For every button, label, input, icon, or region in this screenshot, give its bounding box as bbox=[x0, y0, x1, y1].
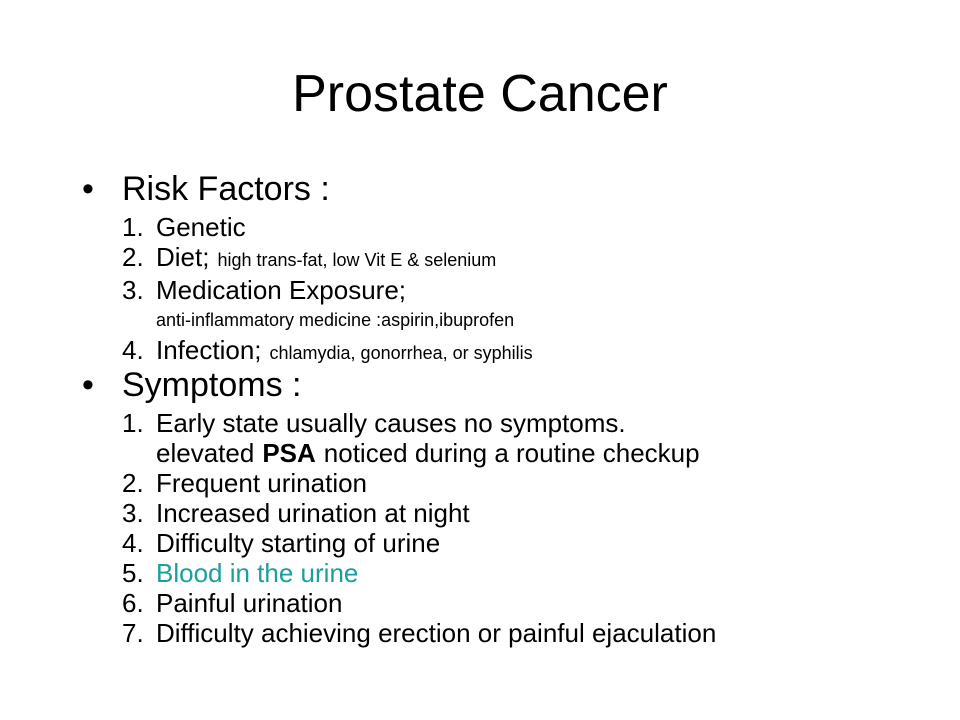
symptoms-heading-row bbox=[82, 362, 942, 408]
item-detail: high trans-fat, low Vit E & selenium bbox=[217, 250, 497, 270]
item-number: 4. bbox=[122, 528, 144, 558]
item-text-prefix: elevated bbox=[156, 438, 255, 468]
list-item-detail-line bbox=[122, 305, 942, 335]
item-number: 3. bbox=[122, 275, 144, 305]
risk-factors-section bbox=[82, 166, 942, 368]
symptoms-heading: Symptoms : bbox=[122, 366, 302, 404]
psa-term: PSA bbox=[262, 438, 316, 468]
item-number: 4. bbox=[122, 335, 144, 365]
list-item bbox=[122, 242, 942, 275]
bullet-icon: • bbox=[82, 366, 94, 404]
list-item bbox=[122, 498, 942, 528]
list-item bbox=[122, 275, 942, 305]
symptoms-section bbox=[82, 362, 942, 648]
item-text-suffix: noticed during a routine checkup bbox=[323, 438, 700, 468]
item-number: 1. bbox=[122, 212, 144, 242]
item-number: 5. bbox=[122, 558, 144, 588]
list-item bbox=[122, 528, 942, 558]
item-detail: anti-inflammatory medicine :aspirin,ibuprofen bbox=[156, 310, 515, 330]
list-item bbox=[122, 618, 942, 648]
risk-factors-heading: Risk Factors : bbox=[122, 170, 330, 208]
list-item bbox=[122, 558, 942, 588]
item-text: Painful urination bbox=[156, 588, 343, 618]
item-number: 3. bbox=[122, 498, 144, 528]
bullet-icon: • bbox=[82, 170, 94, 208]
item-text: Medication Exposure; bbox=[156, 275, 407, 305]
item-detail: chlamydia, gonorrhea, or syphilis bbox=[269, 343, 533, 363]
item-text: Early state usually causes no symptoms. bbox=[156, 408, 626, 438]
list-item bbox=[122, 408, 942, 438]
item-text: Difficulty achieving erection or painful ejaculation bbox=[156, 618, 717, 648]
item-text: Increased urination at night bbox=[156, 498, 470, 528]
item-number: 6. bbox=[122, 588, 144, 618]
item-text: Difficulty starting of urine bbox=[156, 528, 441, 558]
item-text-highlighted: Blood in the urine bbox=[156, 558, 359, 588]
item-number: 1. bbox=[122, 408, 144, 438]
list-item bbox=[122, 588, 942, 618]
risk-factors-heading-row bbox=[82, 166, 942, 212]
symptoms-list bbox=[122, 408, 942, 648]
item-text: Infection; bbox=[156, 335, 262, 365]
item-text: Frequent urination bbox=[156, 468, 368, 498]
list-item bbox=[122, 212, 942, 242]
item-number: 7. bbox=[122, 618, 144, 648]
item-text: Diet; bbox=[156, 242, 210, 272]
slide-title: Prostate Cancer bbox=[292, 65, 668, 123]
item-number: 2. bbox=[122, 242, 144, 272]
item-text: Genetic bbox=[156, 212, 246, 242]
list-item bbox=[122, 468, 942, 498]
risk-factors-list bbox=[122, 212, 942, 368]
item-number: 2. bbox=[122, 468, 144, 498]
list-item-continuation bbox=[122, 438, 942, 468]
